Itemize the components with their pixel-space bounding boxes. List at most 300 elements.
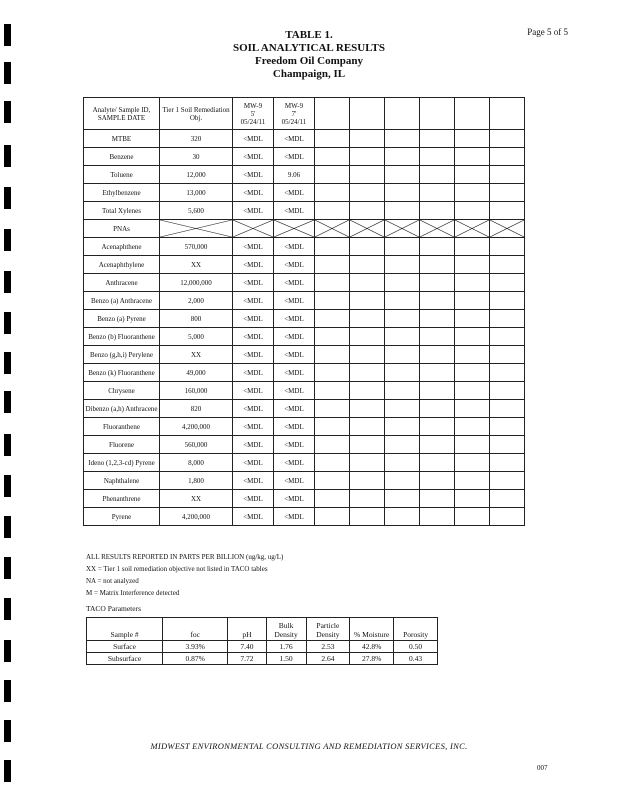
analyte-name: Phenanthrene xyxy=(84,490,160,508)
margin-mark xyxy=(4,312,11,334)
sample-value: <MDL xyxy=(274,328,315,346)
crossed-cell xyxy=(350,220,385,238)
sample-value: <MDL xyxy=(274,256,315,274)
empty-cell xyxy=(315,346,350,364)
sample-value: <MDL xyxy=(233,274,274,292)
analyte-name: Anthracene xyxy=(84,274,160,292)
table-row xyxy=(84,256,525,274)
sample-header xyxy=(233,98,274,130)
empty-cell xyxy=(455,382,490,400)
empty-cell xyxy=(420,148,455,166)
margin-mark xyxy=(4,680,11,702)
empty-cell xyxy=(350,454,385,472)
taco-header-cell: Sample # xyxy=(87,618,163,641)
table-row xyxy=(84,238,525,256)
empty-cell xyxy=(385,130,420,148)
empty-cell xyxy=(350,98,385,130)
empty-cell xyxy=(420,292,455,310)
table-row xyxy=(84,454,525,472)
analyte-name: Total Xylenes xyxy=(84,202,160,220)
table-row xyxy=(84,508,525,526)
objective-value: 13,000 xyxy=(160,184,233,202)
empty-cell xyxy=(350,256,385,274)
empty-cell xyxy=(420,166,455,184)
sample-value: <MDL xyxy=(233,436,274,454)
taco-cell: 0.43 xyxy=(394,653,438,665)
sample-value: <MDL xyxy=(274,346,315,364)
taco-header-cell: Bulk Density xyxy=(266,618,306,641)
analyte-name: Ideno (1,2,3-cd) Pyrene xyxy=(84,454,160,472)
empty-cell xyxy=(385,256,420,274)
empty-cell xyxy=(350,274,385,292)
sample-header xyxy=(274,98,315,130)
empty-cell xyxy=(455,202,490,220)
empty-cell xyxy=(350,364,385,382)
empty-cell xyxy=(455,436,490,454)
empty-cell xyxy=(385,238,420,256)
empty-cell xyxy=(490,328,525,346)
taco-cell: 0.87% xyxy=(163,653,228,665)
taco-cell: 2.64 xyxy=(306,653,349,665)
sample-value: <MDL xyxy=(233,166,274,184)
empty-cell xyxy=(315,418,350,436)
empty-cell xyxy=(385,472,420,490)
taco-header-cell: pH xyxy=(228,618,266,641)
sample-value: <MDL xyxy=(274,418,315,436)
company-name: Freedom Oil Company xyxy=(255,55,363,67)
empty-cell xyxy=(315,274,350,292)
empty-cell xyxy=(420,98,455,130)
margin-mark xyxy=(4,557,11,579)
analyte-name: MTBE xyxy=(84,130,160,148)
empty-cell xyxy=(350,184,385,202)
empty-cell xyxy=(315,166,350,184)
table-row xyxy=(84,346,525,364)
sample-date: 05/24/11 xyxy=(281,117,307,126)
sample-value: <MDL xyxy=(233,418,274,436)
objective-value: 560,000 xyxy=(160,436,233,454)
empty-cell xyxy=(315,148,350,166)
sample-value: <MDL xyxy=(274,472,315,490)
sample-value: <MDL xyxy=(274,238,315,256)
empty-cell xyxy=(490,382,525,400)
empty-cell xyxy=(420,238,455,256)
empty-cell xyxy=(420,436,455,454)
empty-cell xyxy=(385,364,420,382)
objective-value: XX xyxy=(160,256,233,274)
empty-cell xyxy=(385,98,420,130)
table-row xyxy=(84,436,525,454)
sample-value: <MDL xyxy=(233,130,274,148)
crossed-cell xyxy=(385,220,420,238)
objective-value: 8,000 xyxy=(160,454,233,472)
empty-cell xyxy=(315,472,350,490)
empty-cell xyxy=(420,130,455,148)
sample-value: <MDL xyxy=(233,364,274,382)
empty-cell xyxy=(315,400,350,418)
empty-cell xyxy=(490,202,525,220)
taco-header-cell: Porosity xyxy=(394,618,438,641)
empty-cell xyxy=(385,202,420,220)
note-matrix: M = Matrix Interference detected xyxy=(86,589,180,597)
sample-value: <MDL xyxy=(233,292,274,310)
empty-cell xyxy=(420,418,455,436)
empty-cell xyxy=(420,310,455,328)
objective-value: XX xyxy=(160,346,233,364)
taco-cell: 42.8% xyxy=(350,641,394,653)
margin-mark xyxy=(4,516,11,538)
sample-value: <MDL xyxy=(233,346,274,364)
crossed-cell xyxy=(274,220,315,238)
margin-mark xyxy=(4,271,11,293)
table-row xyxy=(84,472,525,490)
objective-header: Tier 1 Soil Remediation Obj. xyxy=(160,98,233,130)
margin-mark xyxy=(4,475,11,497)
objective-value: 1,800 xyxy=(160,472,233,490)
empty-cell xyxy=(385,382,420,400)
sample-value: <MDL xyxy=(233,148,274,166)
empty-cell xyxy=(385,400,420,418)
margin-mark xyxy=(4,229,11,251)
page-stamp: 007 xyxy=(537,764,548,772)
empty-cell xyxy=(455,256,490,274)
table-row xyxy=(84,328,525,346)
sample-id: MW-9 xyxy=(284,101,304,110)
table-row xyxy=(84,166,525,184)
empty-cell xyxy=(315,436,350,454)
analyte-name: Naphthalene xyxy=(84,472,160,490)
analyte-name: Benzo (g,h,i) Perylene xyxy=(84,346,160,364)
empty-cell xyxy=(315,292,350,310)
table-row xyxy=(84,400,525,418)
sample-value: <MDL xyxy=(274,310,315,328)
empty-cell xyxy=(350,328,385,346)
empty-cell xyxy=(455,454,490,472)
empty-cell xyxy=(350,508,385,526)
table-row xyxy=(84,382,525,400)
empty-cell xyxy=(315,238,350,256)
analyte-name: Pyrene xyxy=(84,508,160,526)
empty-cell xyxy=(455,472,490,490)
taco-parameters-table xyxy=(86,617,438,665)
sample-value: <MDL xyxy=(233,256,274,274)
empty-cell xyxy=(315,382,350,400)
empty-cell xyxy=(455,310,490,328)
margin-mark xyxy=(4,598,11,620)
taco-cell: Surface xyxy=(87,641,163,653)
empty-cell xyxy=(385,310,420,328)
sample-value: <MDL xyxy=(233,472,274,490)
taco-cell: 0.50 xyxy=(394,641,438,653)
objective-value: 320 xyxy=(160,130,233,148)
crossed-cell xyxy=(455,220,490,238)
empty-cell xyxy=(315,490,350,508)
objective-value: 30 xyxy=(160,148,233,166)
empty-cell xyxy=(490,436,525,454)
empty-cell xyxy=(490,400,525,418)
empty-cell xyxy=(385,490,420,508)
empty-cell xyxy=(315,364,350,382)
analyte-name: Benzo (a) Pyrene xyxy=(84,310,160,328)
empty-cell xyxy=(315,98,350,130)
empty-cell xyxy=(420,184,455,202)
objective-value: 820 xyxy=(160,400,233,418)
empty-cell xyxy=(490,418,525,436)
empty-cell xyxy=(420,508,455,526)
empty-cell xyxy=(420,346,455,364)
empty-cell xyxy=(420,364,455,382)
note-xx: XX = Tier 1 soil remediation objective not listed in TACO tables xyxy=(86,565,268,573)
sample-value: <MDL xyxy=(274,148,315,166)
margin-mark xyxy=(4,145,11,167)
empty-cell xyxy=(315,256,350,274)
empty-cell xyxy=(420,382,455,400)
margin-mark xyxy=(4,352,11,374)
taco-header-row xyxy=(87,618,438,641)
sample-value: <MDL xyxy=(274,364,315,382)
sample-value: <MDL xyxy=(274,202,315,220)
empty-cell xyxy=(350,292,385,310)
taco-cell: 7.40 xyxy=(228,641,266,653)
sample-value: 9.06 xyxy=(274,166,315,184)
sample-value: <MDL xyxy=(274,400,315,418)
empty-cell xyxy=(385,166,420,184)
sample-value: <MDL xyxy=(274,382,315,400)
sample-value: <MDL xyxy=(233,202,274,220)
empty-cell xyxy=(490,184,525,202)
empty-cell xyxy=(490,454,525,472)
taco-cell: 7.72 xyxy=(228,653,266,665)
empty-cell xyxy=(455,98,490,130)
empty-cell xyxy=(455,166,490,184)
empty-cell xyxy=(490,292,525,310)
empty-cell xyxy=(385,436,420,454)
analyte-name: Ethylbenzene xyxy=(84,184,160,202)
empty-cell xyxy=(490,490,525,508)
empty-cell xyxy=(350,436,385,454)
sample-value: <MDL xyxy=(274,436,315,454)
table-row xyxy=(84,418,525,436)
table-row xyxy=(84,202,525,220)
analyte-name: Fluoranthene xyxy=(84,418,160,436)
empty-cell xyxy=(315,328,350,346)
empty-cell xyxy=(350,310,385,328)
sample-date: 05/24/11 xyxy=(240,117,266,126)
sample-value: <MDL xyxy=(274,274,315,292)
empty-cell xyxy=(490,274,525,292)
empty-cell xyxy=(490,310,525,328)
taco-header-cell: % Moisture xyxy=(350,618,394,641)
crossed-cell xyxy=(420,220,455,238)
taco-title: TACO Parameters xyxy=(86,604,142,613)
table-row xyxy=(84,490,525,508)
page-number: Page 5 of 5 xyxy=(527,27,568,37)
empty-cell xyxy=(385,184,420,202)
empty-cell xyxy=(490,238,525,256)
soil-results-table xyxy=(83,97,525,526)
empty-cell xyxy=(315,454,350,472)
crossed-cell xyxy=(490,220,525,238)
empty-cell xyxy=(385,454,420,472)
taco-header-cell: Particle Density xyxy=(306,618,349,641)
sample-id: MW-9 xyxy=(243,101,263,110)
empty-cell xyxy=(385,148,420,166)
sample-value: <MDL xyxy=(233,508,274,526)
empty-cell xyxy=(315,184,350,202)
taco-cell: 2.53 xyxy=(306,641,349,653)
sample-value: <MDL xyxy=(233,238,274,256)
analyte-name: Fluorene xyxy=(84,436,160,454)
analyte-name: Benzo (a) Anthracene xyxy=(84,292,160,310)
margin-mark xyxy=(4,187,11,209)
analyte-name: Acenaphthylene xyxy=(84,256,160,274)
company-footer: MIDWEST ENVIRONMENTAL CONSULTING AND REMEDIATION SERVICES, INC. xyxy=(150,741,468,751)
note-units: ALL RESULTS REPORTED IN PARTS PER BILLION (ug/kg, ug/L) xyxy=(86,553,284,561)
taco-cell: 1.76 xyxy=(266,641,306,653)
taco-row xyxy=(87,641,438,653)
empty-cell xyxy=(350,202,385,220)
taco-cell: 27.8% xyxy=(350,653,394,665)
empty-cell xyxy=(350,472,385,490)
empty-cell xyxy=(385,292,420,310)
empty-cell xyxy=(350,166,385,184)
objective-value: 4,200,000 xyxy=(160,508,233,526)
sample-value: <MDL xyxy=(274,130,315,148)
crossed-cell xyxy=(233,220,274,238)
empty-cell xyxy=(455,400,490,418)
table-row xyxy=(84,310,525,328)
empty-cell xyxy=(315,310,350,328)
empty-cell xyxy=(350,400,385,418)
analyte-name: Benzene xyxy=(84,148,160,166)
empty-cell xyxy=(385,328,420,346)
empty-cell xyxy=(385,418,420,436)
empty-cell xyxy=(350,130,385,148)
site-location: Champaign, IL xyxy=(272,68,346,80)
empty-cell xyxy=(420,472,455,490)
report-title: SOIL ANALYTICAL RESULTS xyxy=(232,42,386,54)
sample-value: <MDL xyxy=(274,454,315,472)
empty-cell xyxy=(490,364,525,382)
table-row xyxy=(84,184,525,202)
empty-cell xyxy=(490,148,525,166)
margin-mark xyxy=(4,391,11,413)
empty-cell xyxy=(350,346,385,364)
taco-row xyxy=(87,653,438,665)
empty-cell xyxy=(350,238,385,256)
objective-value: 49,000 xyxy=(160,364,233,382)
margin-mark xyxy=(4,720,11,742)
sample-value: <MDL xyxy=(233,382,274,400)
empty-cell xyxy=(420,328,455,346)
empty-cell xyxy=(315,130,350,148)
table-row xyxy=(84,364,525,382)
empty-cell xyxy=(385,274,420,292)
sample-depth: 5' xyxy=(250,109,256,118)
sample-value: <MDL xyxy=(233,310,274,328)
table-header-row xyxy=(84,98,525,130)
empty-cell xyxy=(420,400,455,418)
analyte-name: Benzo (k) Fluoranthene xyxy=(84,364,160,382)
empty-cell xyxy=(455,148,490,166)
taco-cell: 1.50 xyxy=(266,653,306,665)
empty-cell xyxy=(350,148,385,166)
analyte-header: Analyte/ Sample ID, SAMPLE DATE xyxy=(84,98,160,130)
analyte-name: Dibenzo (a,h) Anthracene xyxy=(84,400,160,418)
empty-cell xyxy=(420,454,455,472)
empty-cell xyxy=(455,184,490,202)
empty-cell xyxy=(490,130,525,148)
empty-cell xyxy=(490,472,525,490)
taco-cell: 3.93% xyxy=(163,641,228,653)
analyte-name: Toluene xyxy=(84,166,160,184)
empty-cell xyxy=(490,346,525,364)
table-row xyxy=(84,148,525,166)
analyte-name: Acenaphthene xyxy=(84,238,160,256)
note-na: NA = not analyzed xyxy=(86,577,139,585)
empty-cell xyxy=(350,418,385,436)
empty-cell xyxy=(385,346,420,364)
empty-cell xyxy=(455,328,490,346)
margin-mark xyxy=(4,434,11,456)
empty-cell xyxy=(420,274,455,292)
objective-value: 5,600 xyxy=(160,202,233,220)
sample-value: <MDL xyxy=(233,400,274,418)
analyte-name: Chrysene xyxy=(84,382,160,400)
objective-value: 4,200,000 xyxy=(160,418,233,436)
sample-value: <MDL xyxy=(233,184,274,202)
crossed-cell xyxy=(160,220,233,238)
empty-cell xyxy=(490,508,525,526)
empty-cell xyxy=(455,508,490,526)
empty-cell xyxy=(420,202,455,220)
sample-value: <MDL xyxy=(274,292,315,310)
empty-cell xyxy=(490,256,525,274)
empty-cell xyxy=(455,364,490,382)
analyte-name: PNAs xyxy=(84,220,160,238)
objective-value: XX xyxy=(160,490,233,508)
objective-value: 570,000 xyxy=(160,238,233,256)
objective-value: 12,000 xyxy=(160,166,233,184)
analyte-name: Benzo (b) Fluoranthene xyxy=(84,328,160,346)
sample-value: <MDL xyxy=(233,328,274,346)
margin-mark xyxy=(4,101,11,123)
sample-depth: 7' xyxy=(291,109,297,118)
crossed-cell xyxy=(315,220,350,238)
table-row xyxy=(84,274,525,292)
sample-value: <MDL xyxy=(274,508,315,526)
sample-value: <MDL xyxy=(274,490,315,508)
empty-cell xyxy=(315,508,350,526)
empty-cell xyxy=(350,490,385,508)
table-row xyxy=(84,130,525,148)
taco-cell: Subsurface xyxy=(87,653,163,665)
objective-value: 12,000,000 xyxy=(160,274,233,292)
margin-mark xyxy=(4,760,11,782)
table-row xyxy=(84,292,525,310)
empty-cell xyxy=(350,382,385,400)
objective-value: 800 xyxy=(160,310,233,328)
empty-cell xyxy=(455,346,490,364)
empty-cell xyxy=(455,274,490,292)
empty-cell xyxy=(490,166,525,184)
margin-mark xyxy=(4,640,11,662)
empty-cell xyxy=(315,202,350,220)
empty-cell xyxy=(455,490,490,508)
table-title: TABLE 1. xyxy=(285,29,333,41)
table-row xyxy=(84,220,525,238)
empty-cell xyxy=(385,508,420,526)
